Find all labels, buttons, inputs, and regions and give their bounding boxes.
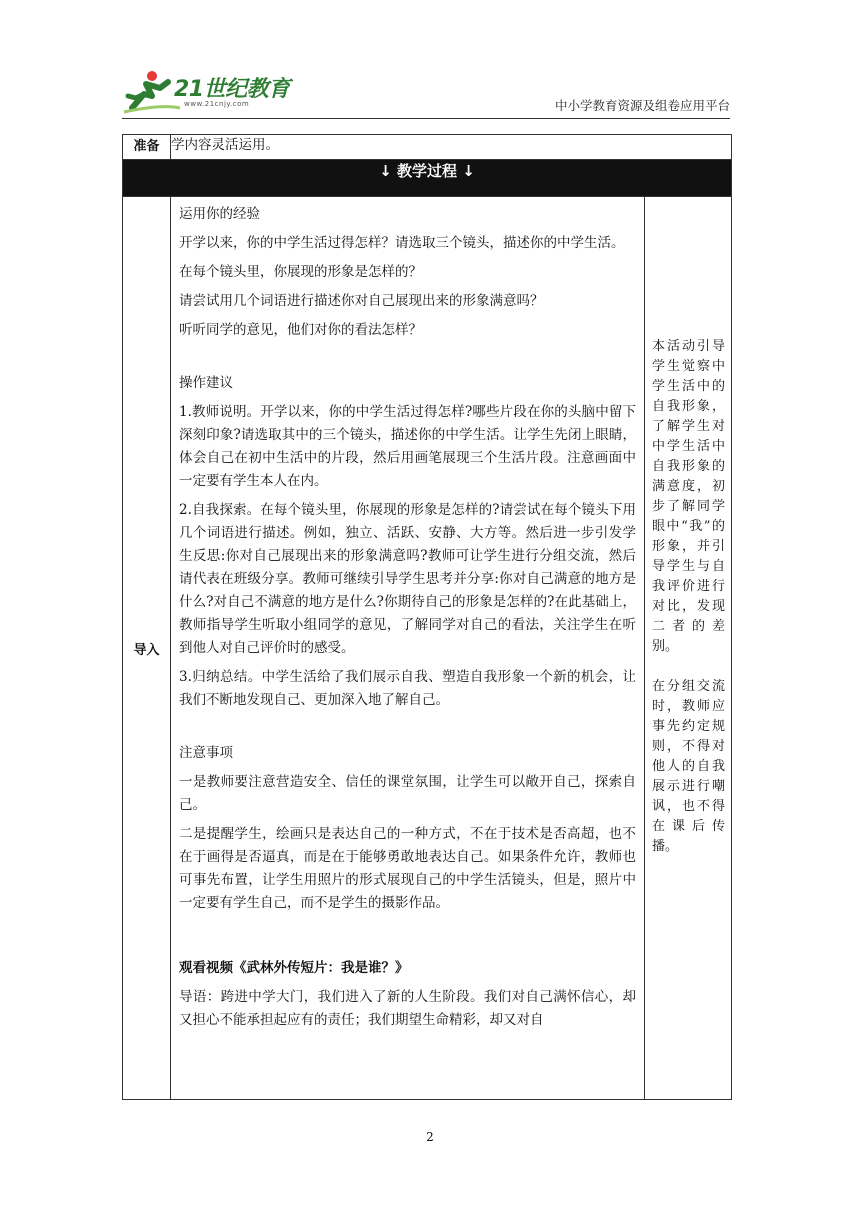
intro-content-cell <box>171 197 645 1100</box>
prep-label: 准备 <box>123 135 171 160</box>
paragraph: 1.教师说明。开学以来，你的中学生活过得怎样?哪些片段在你的头脑中留下深刻印象?请选取其中的三个镜头，描述你的中学生活。让学生先闭上眼睛，体会自己在初中生活中的片段，然后用画笔展现三个生活片段。注意画面中一定要有学生本人在内。 <box>179 404 636 489</box>
intro-label: 导入 <box>123 197 171 1100</box>
prep-text: 学内容灵活运用。 <box>171 135 732 160</box>
note: 在分组交流时，教师应事先约定规则，不得对他人的自我展示进行嘲讽，也不得在课后传播。 <box>652 679 725 854</box>
spacer <box>179 718 636 742</box>
paragraph: 听听同学的意见，他们对你的看法怎样？ <box>179 322 422 338</box>
paragraph: 一是教师要注意营造安全、信任的课堂氛围，让学生可以敞开自己，探索自己。 <box>179 774 636 813</box>
lesson-table <box>122 134 732 1100</box>
section-bar-row <box>123 160 732 197</box>
intro-row <box>123 197 732 1100</box>
spacer <box>179 921 636 957</box>
paragraph: 开学以来，你的中学生活过得怎样？请选取三个镜头，描述你的中学生活。 <box>179 235 625 251</box>
paragraph: 3.归纳总结。中学生活给了我们展示自我、塑造自我形象一个新的机会，让我们不断地发现自己、更加深入地了解自己。 <box>179 669 636 708</box>
prep-row <box>123 135 732 160</box>
header-divider <box>122 118 730 119</box>
paragraph: 在每个镜头里，你展现的形象是怎样的？ <box>179 264 422 280</box>
paragraph: 请尝试用几个词语进行描述你对自己展现出来的形象满意吗？ <box>179 293 544 309</box>
subheading: 操作建议 <box>179 375 233 391</box>
section-bar: ↓ 教学过程 ↓ <box>123 160 732 197</box>
page-header <box>122 64 730 120</box>
note: 本活动引导学生觉察中学生活中的自我形象，了解学生对中学生活中自我形象的满意度，初步了解同学眼中“我”的形象，并引导学生与自我评价进行对比，发现二者的差别。 <box>652 339 725 654</box>
video-heading: 观看视频《武林外传短片：我是谁？》 <box>179 960 409 976</box>
platform-name: 中小学教育资源及组卷应用平台 <box>554 98 730 113</box>
page-number: 2 <box>426 1130 434 1144</box>
paragraph: 运用你的经验 <box>179 206 260 222</box>
paragraph: 二是提醒学生，绘画只是表达自己的一种方式，不在于技术是否高超，也不在于画得是否逼真，而是在于能够勇敢地表达自己。如果条件允许，教师也可事先布置，让学生用照片的形式展现自己的中学生活镜头，但是，照片中一定要有学生自己，而不是学生的摄影作品。 <box>179 826 636 911</box>
spacer <box>179 348 636 372</box>
logo-url: www.21cnjy.com <box>184 100 250 108</box>
notes-cell <box>645 197 732 1100</box>
subheading: 注意事项 <box>179 745 233 761</box>
logo-text: 21世纪教育 <box>174 77 290 102</box>
paragraph: 导语：跨进中学大门，我们进入了新的人生阶段。我们对自己满怀信心，却又担心不能承担起应有的责任；我们期望生命精彩，却又对自 <box>179 989 636 1028</box>
paragraph: 2.自我探索。在每个镜头里，你展现的形象是怎样的?请尝试在每个镜头下用几个词语进行描述。例如，独立、活跃、安静、大方等。然后进一步引发学生反思:你对自己展现出来的形象满意吗?教师可让学生进行分组交流，然后请代表在班级分享。教师可继续引导学生思考并分享:你对自己满意的地方是什么?对自己不满意的地方是什么?你期待自己的形象是怎样的?在此基础上，教师指导学生听取小组同学的意见，了解同学对自己的看法，关注学生在听到他人对自己评价时的感受。 <box>179 502 636 656</box>
